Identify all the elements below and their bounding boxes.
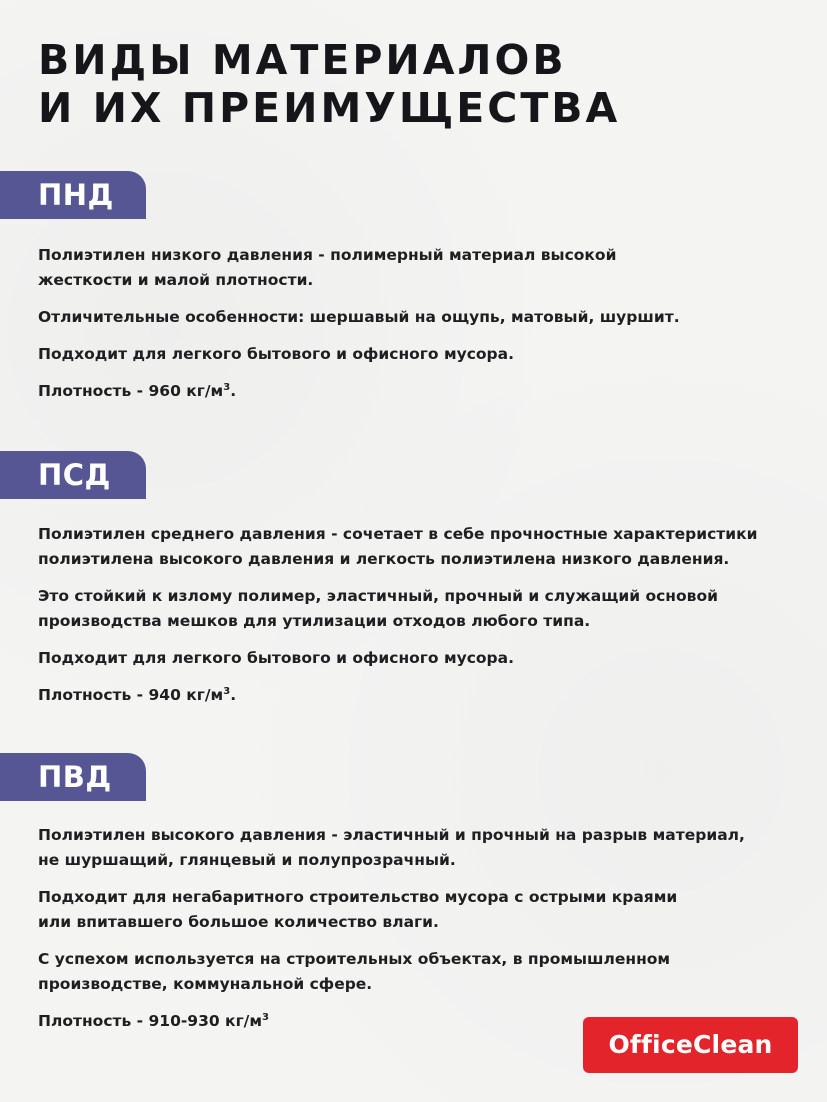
density-unit-superscript: 3 <box>223 685 231 697</box>
density-label: Плотность - 910-930 кг/м <box>38 1012 263 1030</box>
density-end: . <box>230 686 237 704</box>
section-tag-pvd: ПВД <box>0 753 146 801</box>
density-end: . <box>230 382 237 400</box>
section-tag-pnd: ПНД <box>0 171 146 219</box>
paragraph <box>38 823 798 873</box>
title-line-1: ВИДЫ МАТЕРИАЛОВ <box>38 36 567 84</box>
text-line: производстве, коммунальной сфере. <box>38 975 373 993</box>
section-body-pnd <box>38 243 798 416</box>
text-line: или впитавшего большое количество влаги. <box>38 913 439 931</box>
section-body-pvd <box>38 823 798 1046</box>
paragraph <box>38 646 798 671</box>
text-line: производства мешков для утилизации отходов любого типа. <box>38 612 591 630</box>
text-line: полиэтилена высокого давления и легкость полиэтилена низкого давления. <box>38 550 730 568</box>
officeclean-logo: OfficeClean <box>583 1017 798 1073</box>
page-title <box>38 36 620 132</box>
density-value <box>38 379 798 404</box>
density-value <box>38 683 798 708</box>
text-line: Отличительные особенности: шершавый на ощупь, матовый, шуршит. <box>38 308 680 326</box>
title-line-2: И ИХ ПРЕИМУЩЕСТВА <box>38 84 621 132</box>
text-line: Полиэтилен среднего давления - сочетает в себе прочностные характеристики <box>38 525 758 543</box>
text-line: Подходит для легкого бытового и офисного мусора. <box>38 649 514 667</box>
text-line: Полиэтилен высокого давления - эластичный и прочный на разрыв материал, <box>38 826 745 844</box>
text-line: Это стойкий к излому полимер, эластичный, прочный и служащий основой <box>38 587 718 605</box>
text-line: жесткости и малой плотности. <box>38 271 314 289</box>
paragraph <box>38 584 798 634</box>
paragraph <box>38 305 798 330</box>
paragraph <box>38 243 798 293</box>
paragraph <box>38 342 798 367</box>
paragraph <box>38 522 798 572</box>
text-line: Подходит для легкого бытового и офисного мусора. <box>38 345 514 363</box>
text-line: не шуршащий, глянцевый и полупрозрачный. <box>38 851 456 869</box>
paragraph <box>38 947 798 997</box>
text-line: Полиэтилен низкого давления - полимерный материал высокой <box>38 246 617 264</box>
text-line: Подходит для негабаритного строительство мусора с острыми краями <box>38 888 678 906</box>
text-line: С успехом используется на строительных объектах, в промышленном <box>38 950 671 968</box>
section-tag-psd: ПСД <box>0 451 146 499</box>
paragraph <box>38 885 798 935</box>
density-label: Плотность - 960 кг/м <box>38 382 224 400</box>
section-body-psd <box>38 522 798 720</box>
density-unit-superscript: 3 <box>262 1011 269 1023</box>
density-unit-superscript: 3 <box>223 381 231 393</box>
density-label: Плотность - 940 кг/м <box>38 686 224 704</box>
